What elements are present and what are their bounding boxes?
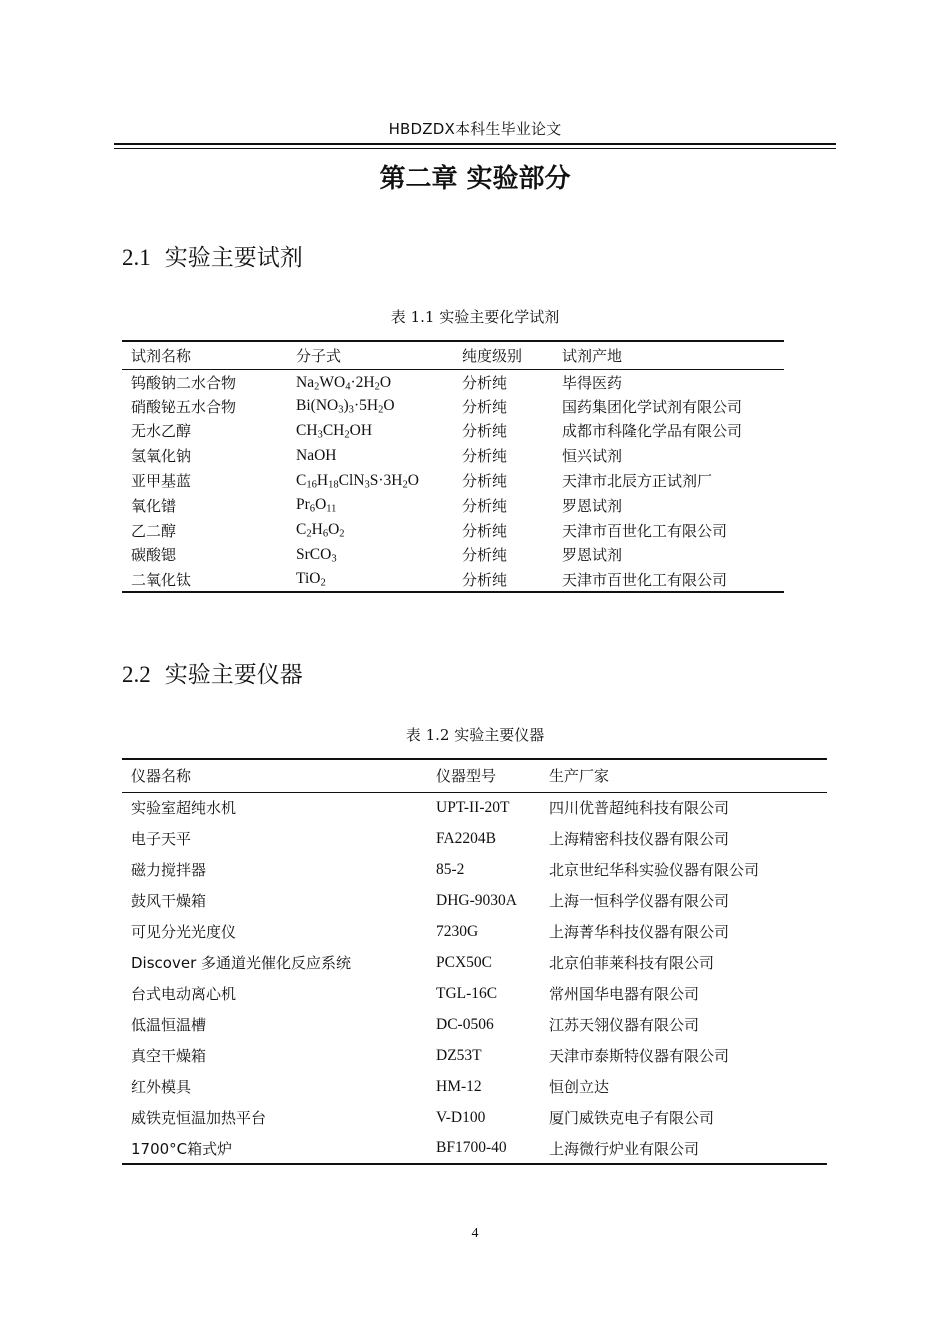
table-cell: 分析纯 — [462, 546, 508, 565]
table-cell: HM-12 — [436, 1077, 482, 1095]
table-header-row — [122, 759, 827, 792]
table-cell: 上海微行炉业有限公司 — [549, 1139, 700, 1158]
table-cell: 乙二醇 — [131, 521, 177, 540]
table-cell: 天津市百世化工有限公司 — [562, 521, 728, 540]
table-cell: FA2204B — [436, 829, 497, 847]
table-cell: 分析纯 — [462, 374, 508, 393]
table-cell: 威铁克恒温加热平台 — [131, 1109, 267, 1127]
table-row — [122, 947, 827, 978]
table-row — [122, 419, 784, 444]
table-cell: 钨酸钠二水合物 — [131, 374, 237, 393]
table-row — [122, 468, 784, 493]
table-cell: TGL-16C — [436, 984, 498, 1002]
table-cell: 恒兴试剂 — [562, 447, 623, 466]
table-row — [122, 916, 827, 947]
table-cell: 分析纯 — [462, 447, 508, 466]
table-cell: 罗恩试剂 — [562, 546, 623, 565]
instruments-table — [122, 758, 827, 1165]
table-cell: 北京伯菲莱科技有限公司 — [549, 954, 715, 972]
table-cell: 毕得医药 — [562, 374, 623, 393]
table-row — [122, 792, 827, 823]
table-cell: 可见分光光度仪 — [131, 923, 237, 941]
column-header: 试剂名称 — [131, 346, 192, 365]
table-cell: 分析纯 — [462, 397, 508, 416]
table-row — [122, 443, 784, 468]
table-cell: UPT-II-20T — [436, 798, 510, 816]
table-cell: 1700°C箱式炉 — [131, 1139, 233, 1158]
table-cell: 罗恩试剂 — [562, 496, 623, 515]
table-cell: 台式电动离心机 — [131, 985, 237, 1003]
table-cell: 氢氧化钠 — [131, 447, 192, 466]
page-number: 4 — [471, 1226, 479, 1241]
table-row — [122, 1102, 827, 1133]
table-cell: 天津市泰斯特仪器有限公司 — [549, 1047, 730, 1065]
table-cell: 低温恒温槽 — [131, 1016, 207, 1034]
table-cell: BF1700-40 — [436, 1139, 507, 1156]
table-cell: 上海菁华科技仪器有限公司 — [549, 923, 730, 941]
table-cell: V-D100 — [436, 1108, 486, 1126]
table-cell: 碳酸锶 — [131, 546, 177, 565]
table-cell: $Bi(NO_3)_3\cdot 5H_2O$ — [296, 397, 395, 416]
table-cell: 国药集团化学试剂有限公司 — [562, 397, 743, 416]
table2-caption: 表 1.2 实验主要仪器 — [405, 726, 545, 744]
table-cell: 鼓风干燥箱 — [131, 892, 207, 910]
table-cell: 天津市百世化工有限公司 — [562, 570, 728, 589]
table-cell: 分析纯 — [462, 422, 508, 441]
table-cell: 二氧化钛 — [131, 570, 192, 589]
column-header: 分子式 — [296, 346, 342, 365]
table-cell: TiO$_2$ — [296, 570, 326, 589]
table-cell: 上海精密科技仪器有限公司 — [549, 830, 730, 848]
section-heading-reagents — [122, 239, 303, 272]
section-number: 2.1 — [122, 245, 151, 270]
column-header: 纯度级别 — [462, 346, 523, 365]
table-cell: 7230G — [436, 922, 479, 940]
table-cell: $C_2H_6O_2$ — [296, 521, 345, 540]
table-cell: 分析纯 — [462, 472, 508, 491]
table-row — [122, 1071, 827, 1102]
table-cell: 厦门威铁克电子有限公司 — [549, 1109, 715, 1127]
table-row — [122, 823, 827, 854]
table-cell: 常州国华电器有限公司 — [549, 985, 700, 1003]
table-header-row — [122, 341, 784, 369]
table-cell: 氧化镨 — [131, 496, 177, 515]
table-cell: NaOH — [296, 446, 337, 464]
table-cell: 分析纯 — [462, 570, 508, 589]
table-row — [122, 1040, 827, 1071]
table-cell: PCX50C — [436, 953, 492, 971]
page-header-title: HBDZDX本科生毕业论文 — [388, 120, 562, 138]
table-row — [122, 1009, 827, 1040]
table-cell: 恒创立达 — [549, 1078, 610, 1096]
table-row — [122, 493, 784, 518]
table-cell: 亚甲基蓝 — [131, 472, 192, 491]
table-cell: 红外模具 — [131, 1078, 192, 1096]
table-cell: 成都市科隆化学品有限公司 — [562, 422, 743, 441]
table-cell: $CH_3CH_2OH$ — [296, 421, 373, 441]
table-cell: Discover 多通道光催化反应系统 — [131, 954, 351, 972]
table-cell: 北京世纪华科实验仪器有限公司 — [549, 861, 760, 879]
table-row — [122, 885, 827, 916]
table-cell: 85-2 — [436, 860, 465, 878]
section-heading-instruments — [122, 656, 303, 689]
table-row — [122, 978, 827, 1009]
table-cell: $Na_2WO_4\cdot 2H_2O$ — [296, 373, 392, 393]
table-cell: 上海一恒科学仪器有限公司 — [549, 892, 730, 910]
column-header: 仪器名称 — [131, 767, 192, 786]
table-cell: 四川优普超纯科技有限公司 — [549, 799, 730, 818]
table-cell: 磁力搅拌器 — [131, 861, 207, 879]
table-row — [122, 854, 827, 885]
table-cell: DHG-9030A — [436, 891, 517, 909]
table-row — [122, 518, 784, 543]
header-rule-thin — [114, 148, 836, 149]
table-cell: 实验室超纯水机 — [131, 799, 237, 818]
table-cell: DC-0506 — [436, 1015, 494, 1033]
table-cell: 江苏天翎仪器有限公司 — [549, 1016, 700, 1034]
table-cell: 分析纯 — [462, 521, 508, 540]
column-header: 试剂产地 — [562, 346, 623, 365]
table-cell: 天津市北辰方正试剂厂 — [562, 472, 713, 491]
section-title: 实验主要仪器 — [164, 662, 303, 688]
section-title: 实验主要试剂 — [164, 245, 303, 271]
table-cell: $C_{16}H_{18}ClN_3S\cdot 3H_2O$ — [296, 471, 419, 491]
table-cell: $Pr_6O_{11}$ — [296, 496, 337, 515]
table1-caption: 表 1.1 实验主要化学试剂 — [390, 308, 560, 326]
table-cell: 无水乙醇 — [131, 422, 192, 441]
table-cell: SrCO$_3$ — [296, 545, 337, 565]
table-row — [122, 1133, 827, 1164]
table-row — [122, 394, 784, 419]
table-row — [122, 567, 784, 592]
column-header: 仪器型号 — [436, 767, 497, 786]
header-rule-thick — [114, 143, 836, 145]
table-cell: 真空干燥箱 — [131, 1047, 207, 1065]
reagents-table — [122, 340, 784, 593]
table-cell: DZ53T — [436, 1046, 482, 1064]
column-header: 生产厂家 — [549, 767, 610, 786]
table-cell: 分析纯 — [462, 496, 508, 515]
table-row — [122, 543, 784, 568]
table-cell: 电子天平 — [131, 830, 192, 848]
section-number: 2.2 — [122, 662, 151, 687]
table-cell: 硝酸铋五水合物 — [131, 397, 237, 416]
chapter-title: 第二章 实验部分 — [379, 164, 571, 194]
table-row — [122, 369, 784, 394]
